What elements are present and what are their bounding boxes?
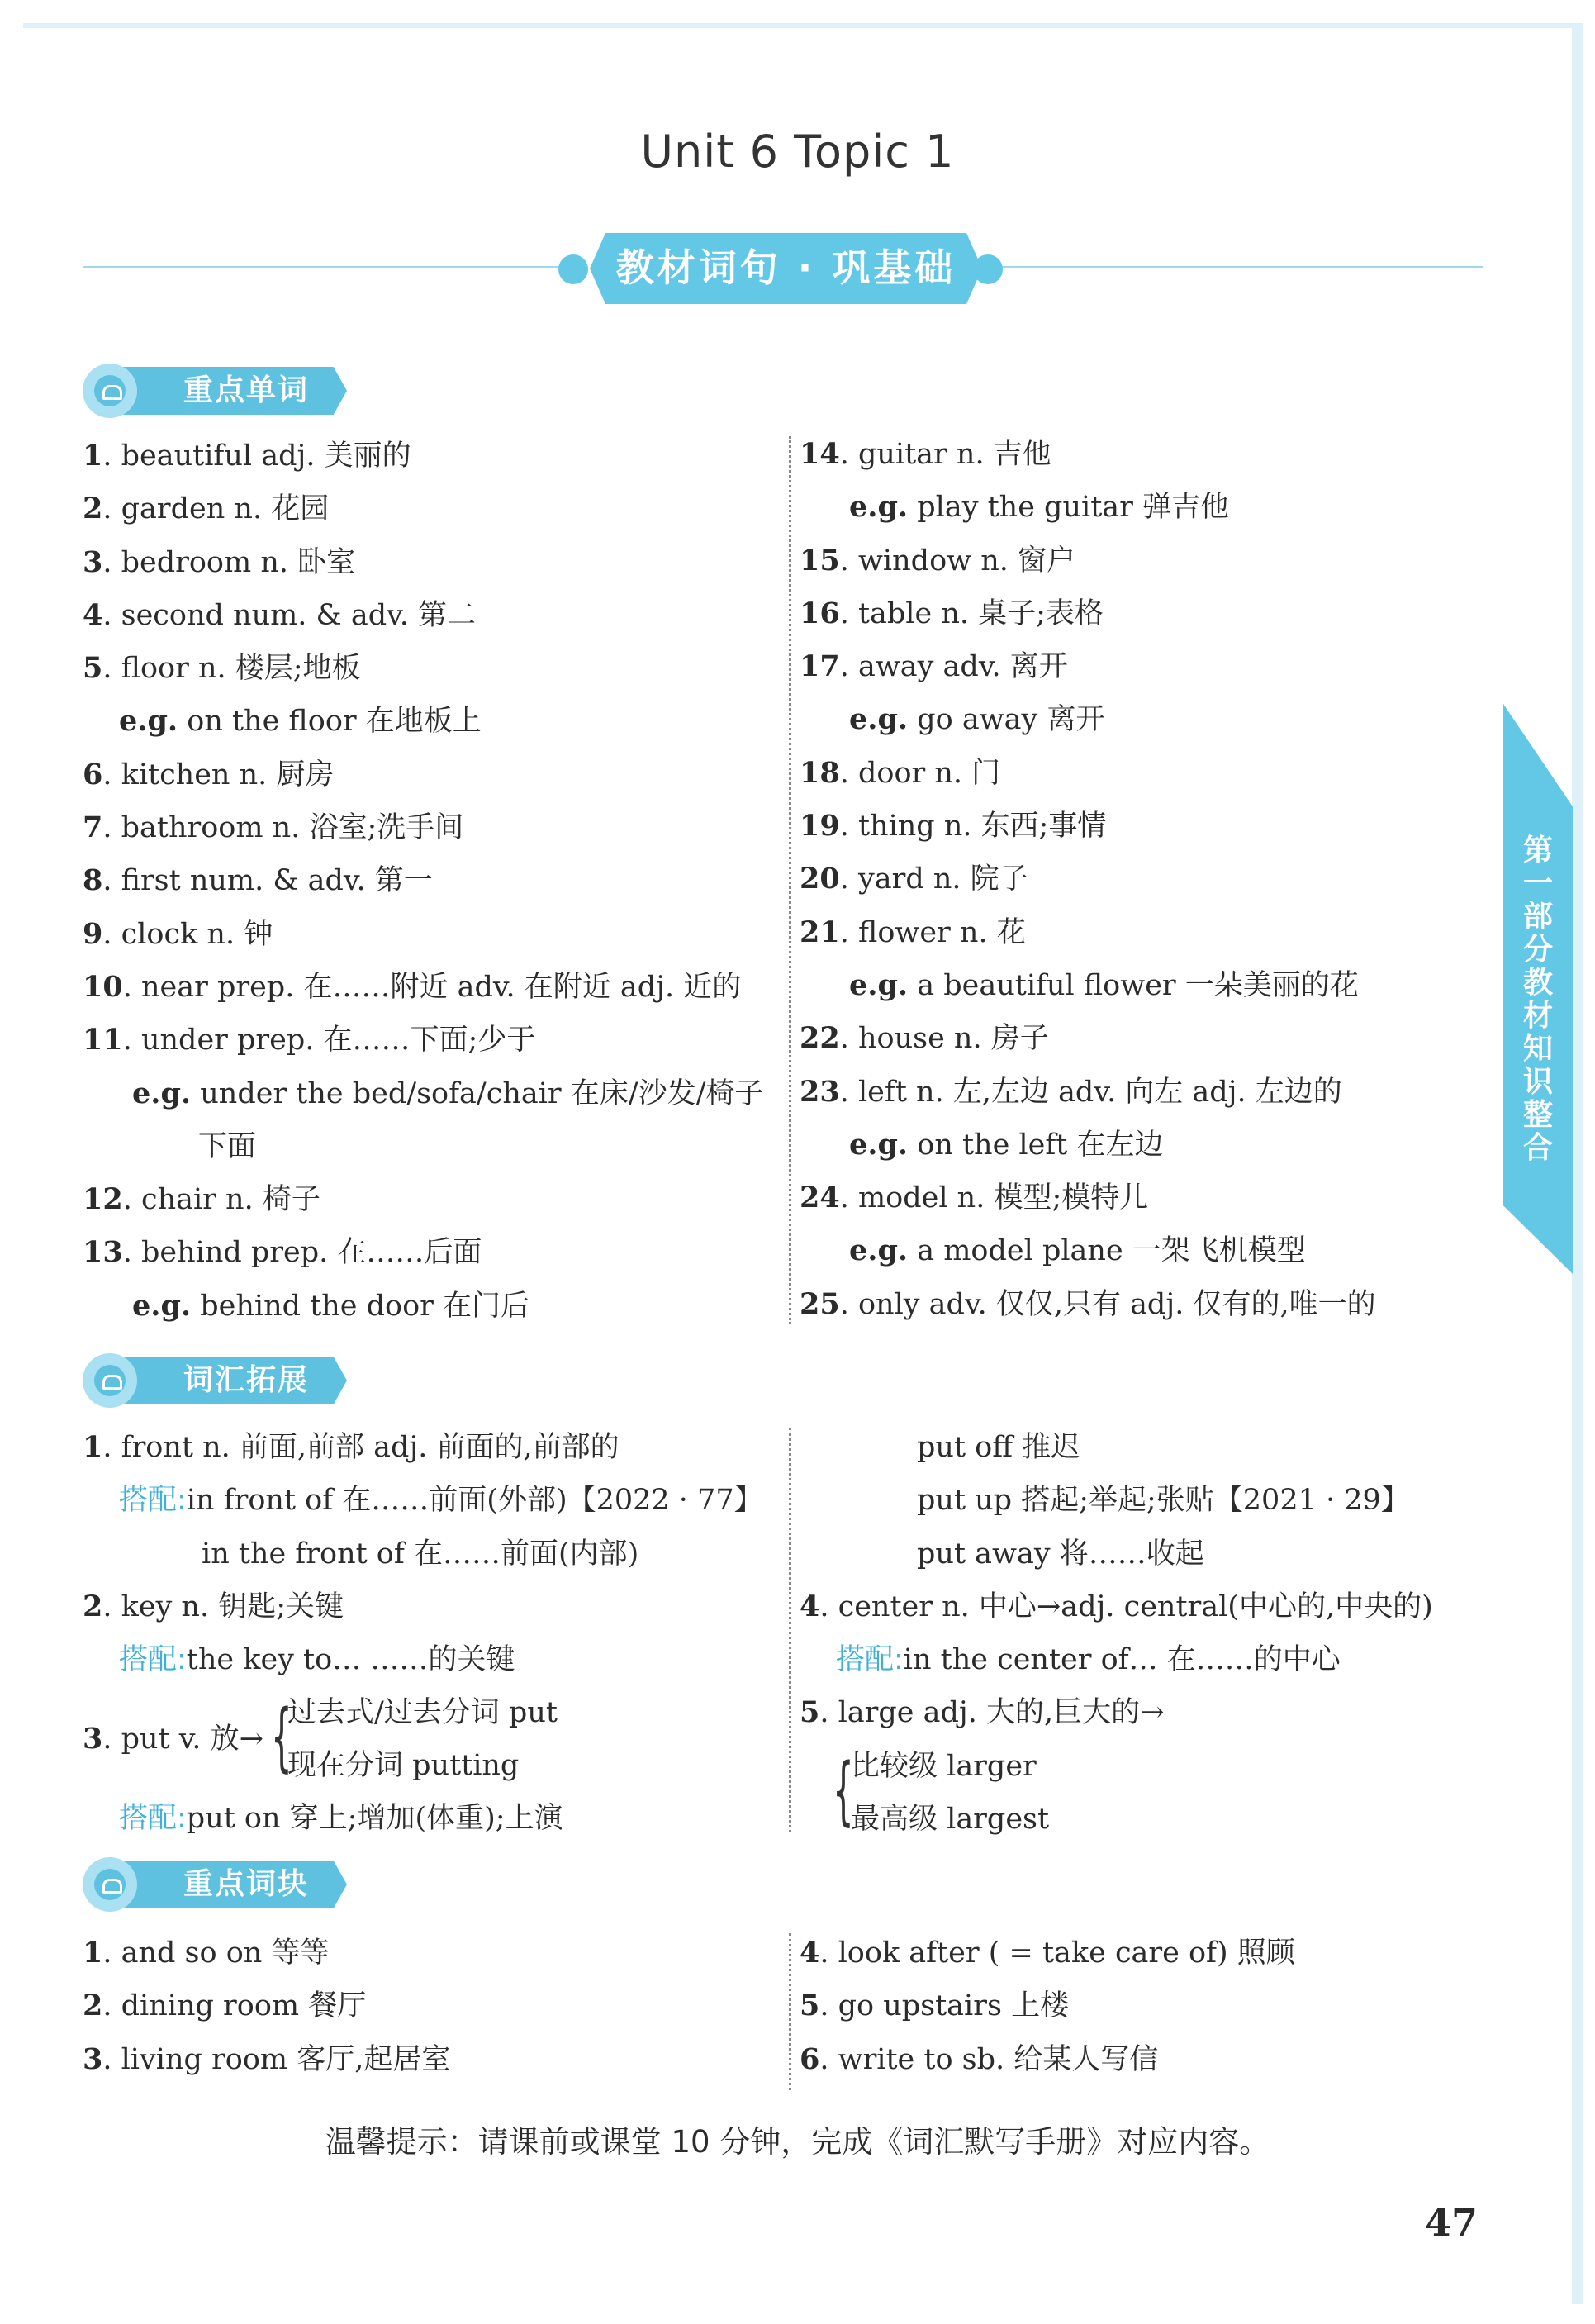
list-item: 3. bedroom n. 卧室 — [83, 544, 356, 579]
example-line: e.g. a model plane 一架飞机模型 — [849, 1233, 1306, 1268]
book-icon — [83, 364, 137, 418]
list-item: 8. first num. & adv. 第一 — [83, 863, 433, 898]
list-item: 4. center n. 中心→adj. central(中心的,中央的) — [800, 1589, 1433, 1623]
banner-rule-left — [83, 266, 570, 268]
list-item: 2. key n. 钥匙;关键 — [83, 1589, 344, 1623]
superlative-form: 最高级 largest — [851, 1802, 1050, 1836]
vocab-expand-left — [83, 1421, 776, 1846]
list-item: 4. second num. & adv. 第二 — [83, 597, 476, 632]
example-line: e.g. on the floor 在地板上 — [119, 704, 482, 739]
banner-rule-right — [999, 266, 1483, 268]
example-line: e.g. behind the door 在门后 — [132, 1288, 530, 1323]
list-item: 12. chair n. 椅子 — [83, 1182, 320, 1217]
collocation-line: 搭配:in front of 在……前面(外部)【2022 · 77】 — [119, 1484, 763, 1518]
list-item: 4. look after ( = take care of) 照顾 — [800, 1936, 1295, 1970]
list-item: 13. behind prep. 在……后面 — [83, 1235, 482, 1270]
list-item: 14. guitar n. 吉他 — [800, 437, 1051, 471]
list-item: 23. left n. 左,左边 adv. 向左 adj. 左边的 — [800, 1074, 1342, 1109]
key-chunks-right — [800, 1927, 1493, 2086]
section-tag-label: 重点单词 — [183, 373, 309, 407]
list-item: 22. house n. 房子 — [800, 1021, 1049, 1056]
brace: { — [271, 1694, 292, 1781]
list-item: 3. living room 客厅,起居室 — [83, 2041, 451, 2076]
list-item: 2. garden n. 花园 — [83, 492, 330, 526]
book-icon — [83, 1857, 137, 1912]
banner-dot-left — [558, 254, 588, 284]
side-tab-label: 第一部分 教材知识整合 — [1522, 834, 1553, 1165]
list-item: 17. away adv. 离开 — [800, 649, 1068, 684]
column-divider — [789, 1933, 791, 2090]
key-chunks-left — [83, 1927, 776, 2086]
list-item: 5. large adj. 大的,巨大的→ — [800, 1695, 1165, 1730]
key-words-left — [83, 430, 776, 1333]
collocation-line: put up 搭起;举起;张贴【2021 · 29】 — [917, 1484, 1410, 1518]
brace: { — [833, 1747, 854, 1834]
book-icon — [83, 1353, 137, 1408]
section-header-key-words — [83, 365, 347, 416]
list-item: 6. write to sb. 给某人写信 — [800, 2041, 1159, 2076]
example-line: e.g. play the guitar 弹吉他 — [849, 490, 1229, 525]
section-tag-label: 词汇拓展 — [183, 1363, 309, 1397]
key-words-right — [800, 428, 1493, 1331]
comparative-form: 比较级 larger — [851, 1749, 1037, 1783]
example-line: e.g. on the left 在左边 — [849, 1127, 1164, 1162]
list-item: 1. and so on 等等 — [83, 1936, 330, 1970]
collocation-line: put away 将……收起 — [917, 1537, 1204, 1571]
list-item: 18. door n. 门 — [800, 755, 1001, 790]
page-number: 47 — [1425, 2200, 1479, 2245]
list-item: 5. go upstairs 上楼 — [800, 1989, 1070, 2023]
collocation-line: 搭配:put on 穿上;增加(体重);上演 — [119, 1802, 563, 1836]
column-divider — [789, 436, 791, 1324]
example-line: e.g. go away 离开 — [849, 702, 1105, 737]
list-item: 11. under prep. 在……下面;少于 — [83, 1023, 536, 1057]
example-line-continued: 下面 — [198, 1129, 257, 1163]
list-item: 25. only adv. 仅仅,只有 adj. 仅有的,唯一的 — [800, 1286, 1376, 1321]
column-divider — [789, 1428, 791, 1832]
collocation-line: 搭配:the key to… ……的关键 — [119, 1643, 515, 1677]
example-line: e.g. under the bed/sofa/chair 在床/沙发/椅子 — [132, 1076, 764, 1110]
list-item: 5. floor n. 楼层;地板 — [83, 651, 361, 686]
collocation-line: 搭配:in the center of… 在……的中心 — [836, 1643, 1341, 1677]
degree-forms — [800, 1740, 1493, 1846]
study-tip: 温馨提示：请课前或课堂 10 分钟，完成《词汇默写手册》对应内容。 — [325, 2124, 1270, 2160]
list-item: 24. model n. 模型;模特儿 — [800, 1181, 1149, 1215]
list-item: 16. table n. 桌子;表格 — [800, 596, 1104, 630]
present-participle: 现在分词 putting — [287, 1749, 520, 1783]
list-item: 15. window n. 窗户 — [800, 543, 1076, 577]
list-item: 2. dining room 餐厅 — [83, 1989, 367, 2023]
list-item: 6. kitchen n. 厨房 — [83, 757, 335, 791]
list-item: 10. near prep. 在……附近 adv. 在附近 adj. 近的 — [83, 969, 742, 1004]
list-item: 7. bathroom n. 浴室;洗手间 — [83, 810, 464, 845]
section-header-key-chunks — [83, 1859, 347, 1910]
section-banner-text: 教材词句 · 巩基础 — [615, 245, 957, 290]
page-title: Unit 6 Topic 1 — [640, 126, 955, 178]
past-form: 过去式/过去分词 put — [287, 1696, 558, 1730]
example-line: e.g. a beautiful flower 一朵美丽的花 — [849, 967, 1359, 1002]
list-item: 9. clock n. 钟 — [83, 916, 273, 951]
list-item: 19. thing n. 东西;事情 — [800, 809, 1107, 844]
list-item: 21. flower n. 花 — [800, 915, 1026, 949]
section-tag-label: 重点词块 — [183, 1867, 309, 1901]
collocation-line: put off 推迟 — [917, 1431, 1080, 1464]
vocab-expand-right — [800, 1421, 1493, 1846]
section-header-vocab-expand — [83, 1355, 347, 1406]
list-item: 3. put v. 放→ { 过去式/过去分词 put 现在分词 putting — [83, 1686, 776, 1792]
list-item: 1. beautiful adj. 美丽的 — [83, 439, 411, 473]
list-item: 1. front n. 前面,前部 adj. 前面的,前部的 — [83, 1430, 619, 1464]
collocation-line: in the front of 在……前面(内部) — [202, 1537, 639, 1571]
list-item: 20. yard n. 院子 — [800, 862, 1028, 896]
